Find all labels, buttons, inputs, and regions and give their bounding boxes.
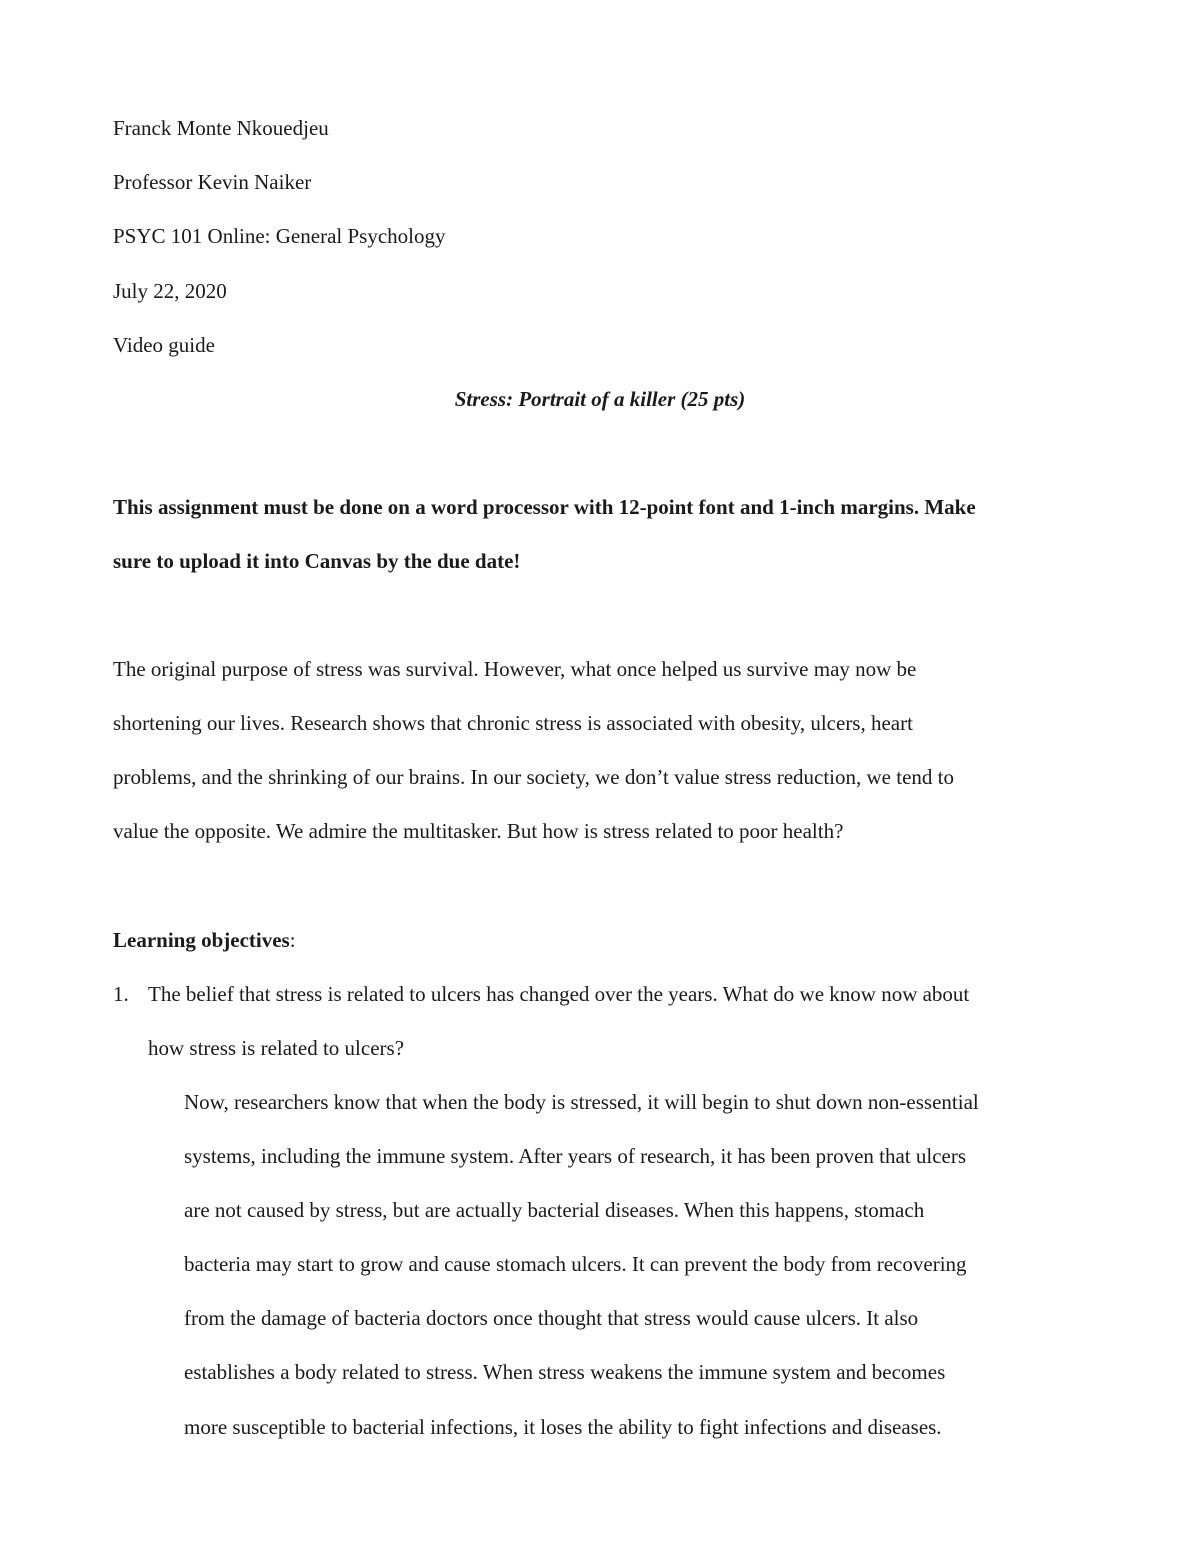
instructions-line: sure to upload it into Canvas by the due date!	[113, 549, 521, 573]
objectives-heading-text: Learning objectives	[113, 928, 290, 952]
objectives-heading	[113, 928, 296, 953]
answer-line: are not caused by stress, but are actually bacterial diseases. When this happens, stomach	[184, 1198, 925, 1222]
answer-line: Now, researchers know that when the body is stressed, it will begin to shut down non-essential	[184, 1090, 979, 1114]
intro-line: value the opposite. We admire the multitasker. But how is stress related to poor health?	[113, 819, 844, 843]
objectives-heading-colon: :	[289, 928, 296, 952]
list-item-number: 1.	[113, 982, 129, 1006]
answer-line: more susceptible to bacterial infections, it loses the ability to fight infections and diseases.	[184, 1415, 942, 1439]
question-line: The belief that stress is related to ulcers has changed over the years. What do we know now about	[148, 982, 970, 1006]
submission-date: July 22, 2020	[113, 279, 227, 303]
answer-line: establishes a body related to stress. When stress weakens the immune system and becomes	[184, 1360, 946, 1384]
answer-line: systems, including the immune system. After years of research, it has been proven that ulcers	[184, 1144, 967, 1168]
answer-line: from the damage of bacteria doctors once thought that stress would cause ulcers. It also	[184, 1306, 919, 1330]
intro-line: problems, and the shrinking of our brains. In our society, we don’t value stress reduction, we tend to	[113, 765, 954, 789]
question-line: how stress is related to ulcers?	[148, 1036, 405, 1060]
instructions-line: This assignment must be done on a word processor with 12-point font and 1-inch margins. Make	[113, 495, 976, 519]
intro-line: The original purpose of stress was survival. However, what once helped us survive may now be	[113, 657, 917, 681]
course-name: PSYC 101 Online: General Psychology	[113, 224, 446, 248]
answer-line: bacteria may start to grow and cause stomach ulcers. It can prevent the body from recovering	[184, 1252, 967, 1276]
professor-name: Professor Kevin Naiker	[113, 170, 312, 194]
document-type: Video guide	[113, 333, 215, 357]
document-title: Stress: Portrait of a killer (25 pts)	[454, 387, 746, 411]
student-name: Franck Monte Nkouedjeu	[113, 116, 329, 140]
intro-line: shortening our lives. Research shows that chronic stress is associated with obesity, ulcers, heart	[113, 711, 913, 735]
